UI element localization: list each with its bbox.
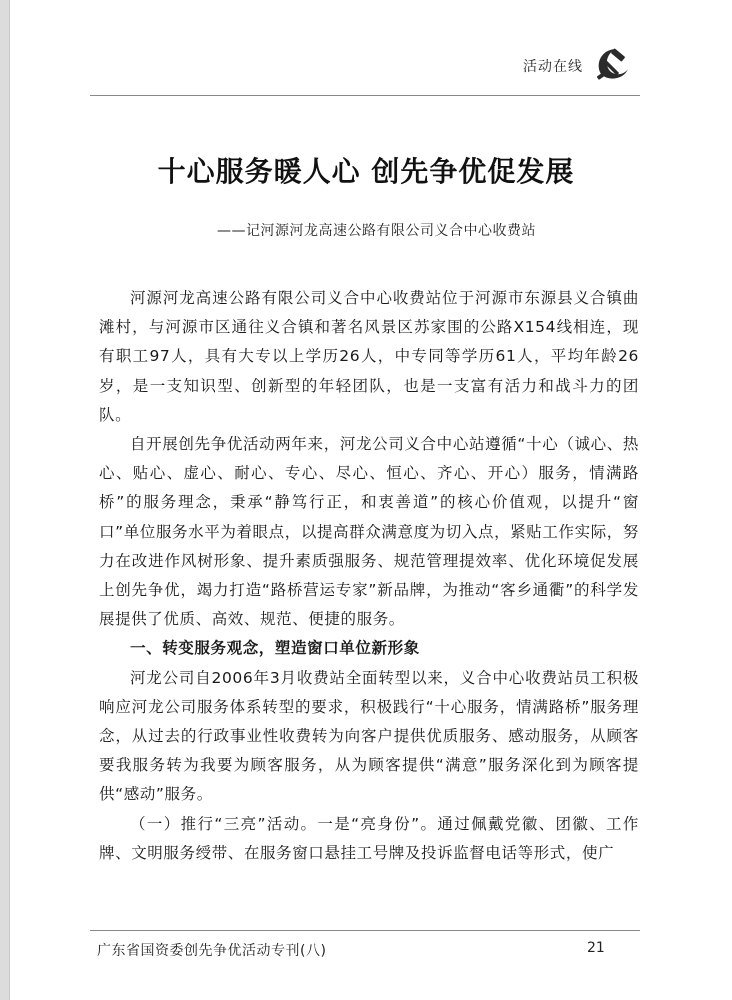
paragraph: 河源河龙高速公路有限公司义合中心收费站位于河源市东源县义合镇曲滩村，与河源市区通往义合镇和著名风景区苏家围的公路X154线相连，现有职工97人，具有大专以上学历26人，中专同等学历61人，平均年龄26岁，是一支知识型、创新型的年轻团队，也是一支富有活力和战斗力的团队。: [99, 289, 639, 424]
page-number: 21: [587, 940, 605, 956]
party-emblem-icon: [593, 44, 633, 84]
article-title: 十心服务暖人心 创先争优促发展: [157, 155, 575, 188]
section-label: 活动在线: [523, 59, 583, 75]
header-divider: [90, 95, 640, 96]
article-subtitle: ——记河源河龙高速公路有限公司义合中心收费站: [217, 223, 536, 239]
paragraph: （一）推行“三亮”活动。一是“亮身份”。通过佩戴党徽、团徽、工作牌、文明服务绶带、在服务窗口悬挂工号牌及投诉监督电话等形式，使广: [99, 814, 639, 862]
section-heading: 一、转变服务观念，塑造窗口单位新形象: [130, 639, 420, 658]
paragraph: 自开展创先争优活动两年来，河龙公司义合中心站遵循“十心（诚心、热心、贴心、虚心、耐心、专心、尽心、恒心、齐心、开心）服务，情满路桥”的服务理念，秉承“静笃行正，和衷善道”的核心价值观，以提升“窗口”单位服务水平为着眼点，以提高群众满意度为切入点，紧贴工作实际，努力在改进作风树形象、提升素质强服务、规范管理提效率、优化环境促发展上创先争优，竭力打造“路桥营运专家”新品牌，为推动“客乡通衢”的科学发展提供了优质、高效、规范、便捷的服务。: [99, 435, 639, 629]
publication-title: 广东省国资委创先争优活动专刊(八): [97, 943, 327, 959]
paragraph: 河龙公司自2006年3月收费站全面转型以来，义合中心收费站员工积极响应河龙公司服务体系转型的要求，积极践行“十心服务，情满路桥”服务理念，从过去的行政事业性收费转为向客户提供优质服务、感动服务，从顾客要我服务转为我要为顾客服务，从为顾客提供“满意”服务深化到为顾客提供“感动”服务。: [99, 668, 639, 804]
footer-divider: [90, 930, 640, 931]
article-body: [99, 284, 639, 868]
